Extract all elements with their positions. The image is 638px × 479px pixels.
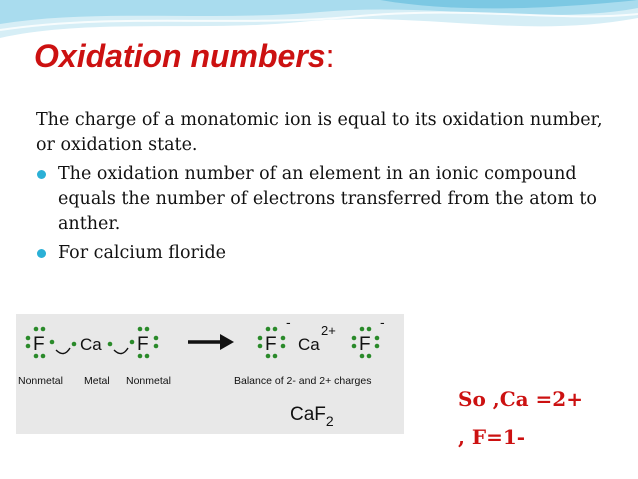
conclusion-line-1: So ,Ca =2+ xyxy=(458,387,583,411)
atom-f-left: F xyxy=(33,334,45,355)
label-nonmetal-left: Nonmetal xyxy=(18,375,63,387)
atom-f-right: F xyxy=(137,334,149,355)
label-metal: Metal xyxy=(84,375,110,387)
ion-ca: Ca xyxy=(298,335,320,354)
formula-caf2 xyxy=(290,404,334,429)
conclusion-block xyxy=(458,380,583,456)
bullet-item xyxy=(36,241,616,266)
transfer-arrow-icon xyxy=(56,348,70,354)
formula-subscript: 2 xyxy=(325,413,334,429)
charge-ca: 2+ xyxy=(321,323,336,338)
ion-f-left: F xyxy=(265,334,277,355)
atom-ca-left: Ca xyxy=(80,335,102,354)
slide-body xyxy=(36,108,616,266)
bullet-icon xyxy=(37,249,46,258)
charge-f-left: - xyxy=(286,314,291,330)
slide-title xyxy=(34,38,334,75)
ion-f-right: F xyxy=(359,334,371,355)
bullet-icon xyxy=(37,170,46,179)
transfer-arrow-icon xyxy=(114,348,128,354)
intro-text: The charge of a monatomic ion is equal to its oxidation number, or oxidation state. xyxy=(36,110,603,155)
slide-title-text: Oxidation numbers xyxy=(34,38,326,74)
label-charge-balance: Balance of 2- and 2+ charges xyxy=(234,375,372,387)
charge-f-right: - xyxy=(380,314,385,330)
label-nonmetal-right: Nonmetal xyxy=(126,375,171,387)
lewis-diagram xyxy=(16,314,404,434)
bullet-text: For calcium floride xyxy=(58,243,227,263)
bullet-item xyxy=(36,162,616,237)
conclusion-line-2: , F=1- xyxy=(458,425,526,449)
bullet-text: The oxidation number of an element in an ionic compound equals the number of electrons transferred from the atom to anther. xyxy=(58,164,597,234)
formula-main: CaF xyxy=(290,404,326,425)
calcium-fluoride-diagram xyxy=(16,314,404,434)
title-colon: : xyxy=(325,38,335,74)
